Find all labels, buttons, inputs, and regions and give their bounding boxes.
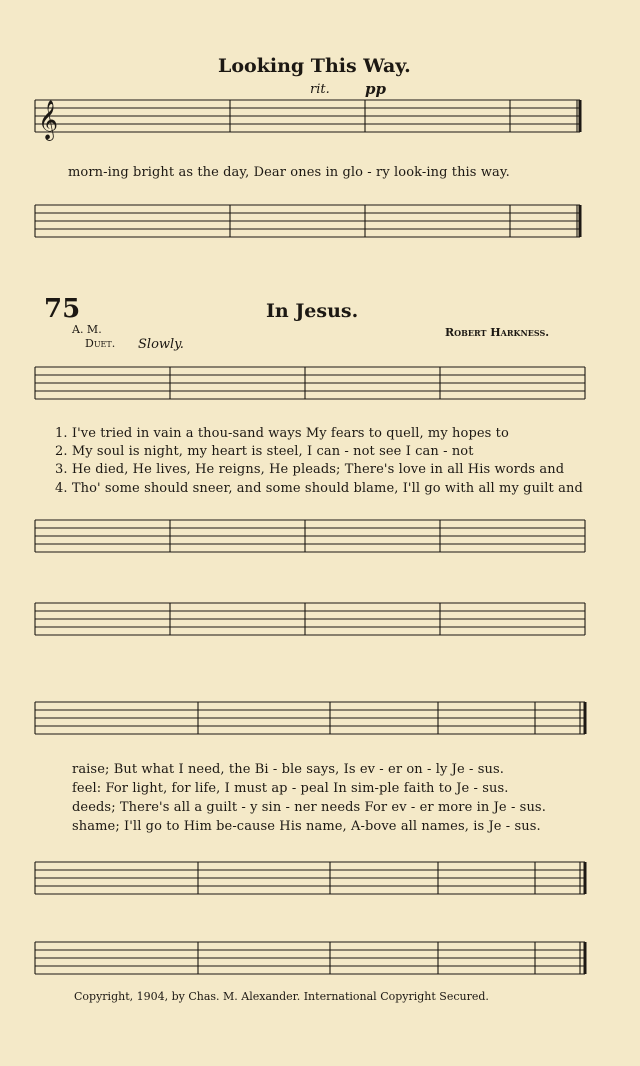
tune-meter: A. M. bbox=[72, 323, 102, 336]
verse-2-line-2: feel: For light, for life, I must ap - peal In sim-ple faith to Je - sus. bbox=[72, 781, 509, 796]
top-bass-staff bbox=[30, 200, 590, 260]
hymn-bass-staff-2 bbox=[30, 937, 590, 997]
verse-3-line-1: 3. He died, He lives, He reigns, He pleads; There's love in all His words and bbox=[55, 462, 565, 477]
ritardando-marking: rit. bbox=[310, 82, 330, 97]
performance-marking: Duet. bbox=[85, 337, 116, 350]
hymn-treble-staff-4 bbox=[30, 857, 590, 917]
composer: Robert Harkness. bbox=[445, 326, 550, 339]
verse-3-line-2: deeds; There's all a guilt - y sin - ner needs For ev - er more in Je - sus. bbox=[72, 800, 546, 815]
verse-4-line-1: 4. Tho' some should sneer, and some should blame, I'll go with all my guilt and bbox=[55, 481, 583, 496]
hymn-treble-staff-2 bbox=[30, 515, 590, 575]
tempo-marking: Slowly. bbox=[138, 337, 184, 352]
verse-2-line-1: 2. My soul is night, my heart is steel, I can - not see I can - not bbox=[55, 444, 474, 459]
svg-text:𝄞: 𝄞 bbox=[38, 100, 59, 140]
hymn-treble-staff-1 bbox=[30, 362, 590, 422]
verse-1-line-1: 1. I've tried in vain a thou-sand ways My fears to quell, my hopes to bbox=[55, 426, 509, 441]
hymn-title: In Jesus. bbox=[266, 300, 359, 322]
top-treble-staff bbox=[30, 95, 590, 155]
hymn-number: 75 bbox=[44, 294, 81, 324]
hymn-treble-staff-3 bbox=[30, 697, 590, 757]
pianissimo-marking: pp bbox=[365, 80, 386, 98]
copyright-notice: Copyright, 1904, by Chas. M. Alexander. International Copyright Secured. bbox=[74, 990, 489, 1003]
top-lyric-line: morn-ing bright as the day, Dear ones in glo - ry look-ing this way. bbox=[68, 165, 510, 180]
verse-1-line-2: raise; But what I need, the Bi - ble says, Is ev - er on - ly Je - sus. bbox=[72, 762, 504, 777]
hymn-bass-staff-1 bbox=[30, 598, 590, 658]
section-title: Looking This Way. bbox=[218, 55, 411, 77]
verse-4-line-2: shame; I'll go to Him be-cause His name, A-bove all names, is Je - sus. bbox=[72, 819, 541, 834]
